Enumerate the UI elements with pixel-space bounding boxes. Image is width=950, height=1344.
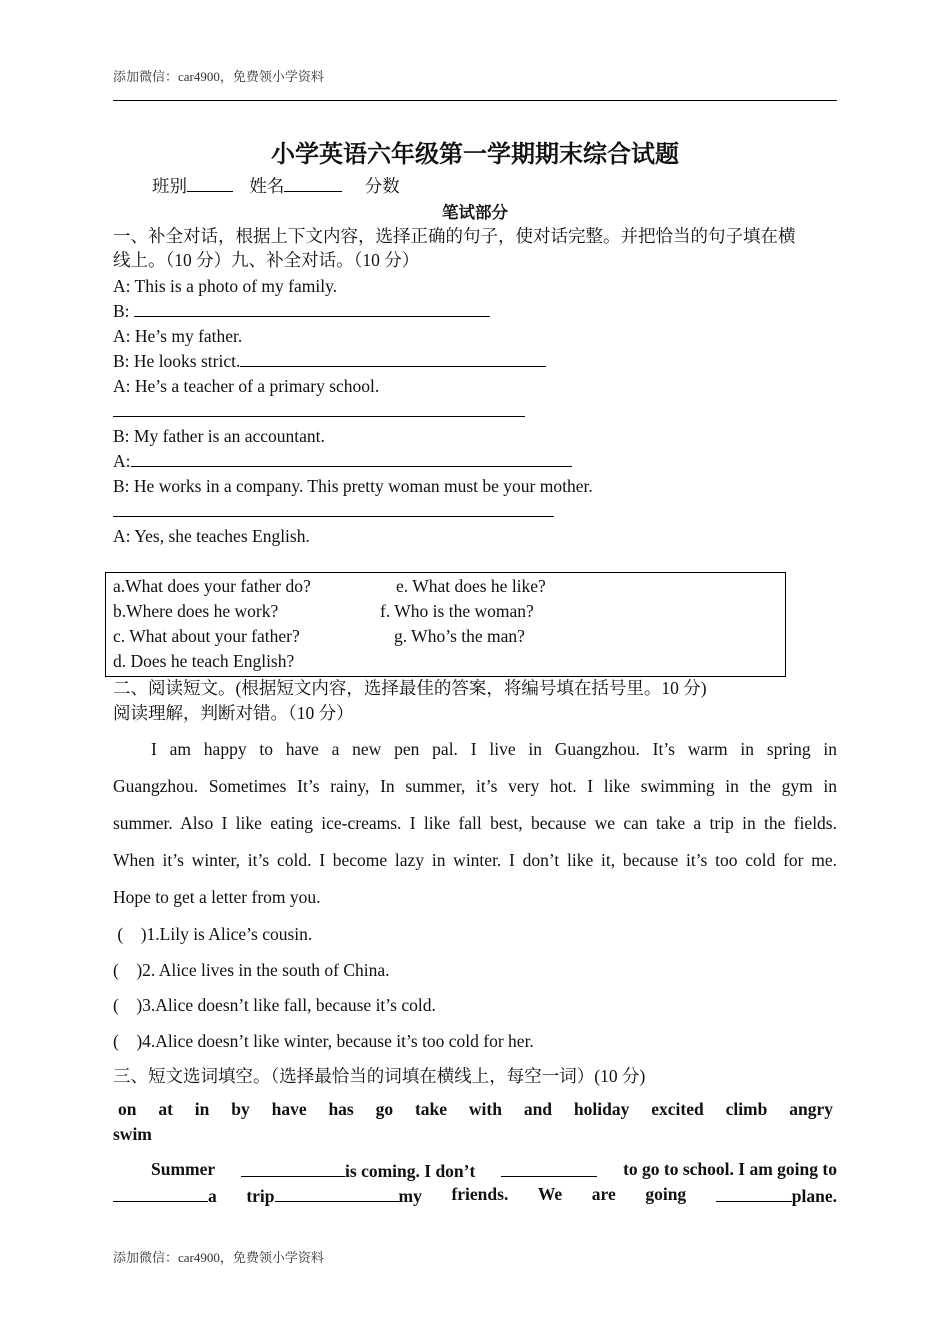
class-label: 班别: [152, 176, 187, 196]
word-bank-item: by: [231, 1099, 250, 1119]
student-info: [152, 174, 400, 199]
dialogue-line-4: B: He looks strict.: [113, 349, 546, 374]
dialogue-line-7: B: My father is an accountant.: [113, 426, 325, 446]
section-written-label: 笔试部分: [442, 203, 508, 222]
dialogue-line-10: [113, 499, 554, 524]
dialogue-line-2: B:: [113, 299, 490, 324]
option-f: f. Who is the woman?: [380, 601, 534, 621]
cloze-line-1: [113, 1159, 837, 1182]
dialogue-blank-1[interactable]: [134, 299, 490, 317]
cloze-segment: trip my: [246, 1186, 422, 1206]
option-b: b.Where does he work?: [113, 601, 279, 621]
cloze-text: We: [537, 1184, 563, 1204]
dialogue-line-6: [113, 399, 525, 424]
word-bank-item: on: [118, 1099, 137, 1119]
passage-line: Hope to get a letter from you.: [113, 887, 321, 907]
passage-line: I am happy to have a new pen pal. I live in Guangzhou. It’s warm in spring in: [151, 739, 837, 759]
cloze-text: going: [645, 1184, 687, 1204]
word-bank-item: holiday: [573, 1099, 630, 1119]
cloze-segment: a: [113, 1184, 217, 1207]
name-blank[interactable]: [284, 174, 342, 192]
word-bank-item: with: [468, 1099, 502, 1119]
cloze-segment: [501, 1159, 597, 1182]
section2-heading-line1: 二、阅读短文。(根据短文内容，选择最佳的答案，将编号填在括号里。10 分): [113, 678, 707, 698]
page-title: 小学英语六年级第一学期期末综合试题: [271, 142, 679, 168]
cloze-text: friends.: [451, 1184, 509, 1204]
dialogue-line-11: A: Yes, she teaches English.: [113, 526, 310, 546]
header-contact: 添加微信：car4900，免费领小学资料: [113, 69, 324, 84]
option-d: d. Does he teach English?: [113, 651, 295, 671]
option-g: g. Who’s the man?: [394, 626, 525, 646]
word-bank-item: angry: [789, 1099, 833, 1119]
word-bank: [113, 1099, 837, 1120]
cloze-blank-5[interactable]: [716, 1184, 792, 1202]
word-bank-item: climb: [725, 1099, 768, 1119]
cloze-text: to go to school. I am going to: [623, 1159, 837, 1179]
dialogue-blank-5[interactable]: [113, 499, 554, 517]
passage-line: When it’s winter, it’s cold. I become lazy in winter. I don’t like it, because it’s too cold for me.: [113, 850, 837, 870]
cloze-text: are: [591, 1184, 616, 1204]
dialogue-line-8: A:: [113, 449, 572, 474]
dialogue-blank-4[interactable]: [131, 449, 572, 467]
cloze-blank-1[interactable]: [241, 1159, 345, 1177]
dialogue-blank-2[interactable]: [240, 349, 546, 367]
dialogue-blank-3[interactable]: [113, 399, 525, 417]
section1-heading-line1: 一、补全对话，根据上下文内容，选择正确的句子，使对话完整。并把恰当的句子填在横: [113, 226, 796, 246]
score-label: 分数: [364, 176, 400, 196]
cloze-segment: plane.: [716, 1184, 837, 1207]
word-bank-item: and: [523, 1099, 553, 1119]
word-bank-item: at: [158, 1099, 173, 1119]
word-bank-item: take: [414, 1099, 448, 1119]
cloze-segment: is coming. I don’t: [241, 1159, 475, 1182]
dialogue-line-9: B: He works in a company. This pretty woman must be your mother.: [113, 476, 593, 496]
section1-heading-line2: 线上。（10 分）九、补全对话。（10 分）: [113, 250, 420, 270]
dialogue-line-1: A: This is a photo of my family.: [113, 276, 338, 296]
word-bank-item: excited: [651, 1099, 704, 1119]
question-1: ( )1.Lily is Alice’s cousin.: [113, 924, 313, 944]
passage-line: Guangzhou. Sometimes It’s rainy, In summer, it’s very hot. I like swimming in the gym in: [113, 776, 837, 796]
option-a: a.What does your father do?: [113, 576, 311, 596]
cloze-blank-3[interactable]: [113, 1184, 208, 1202]
dialogue-line-5: A: He’s a teacher of a primary school.: [113, 376, 380, 396]
footer-contact: 添加微信：car4900，免费领小学资料: [113, 1250, 324, 1265]
section2-heading-line2: 阅读理解，判断对错。（10 分）: [113, 703, 354, 723]
cloze-blank-4[interactable]: [275, 1184, 399, 1202]
cloze-blank-2[interactable]: [501, 1159, 597, 1177]
word-bank-last: swim: [113, 1124, 152, 1144]
question-2: ( )2. Alice lives in the south of China.: [113, 960, 390, 980]
question-3: ( )3.Alice doesn’t like fall, because it’s cold.: [113, 995, 436, 1015]
reading-passage: [113, 731, 837, 916]
option-c: c. What about your father?: [113, 626, 300, 646]
word-bank-item: has: [328, 1099, 354, 1119]
passage-line: summer. Also I like eating ice-creams. I like fall best, because we can take a trip in the fields.: [113, 813, 837, 833]
section3-heading: 三、短文选词填空。（选择最恰当的词填在横线上，每空一词）(10 分): [113, 1066, 646, 1086]
header-rule: [113, 100, 837, 101]
name-label: 姓名: [249, 176, 285, 196]
word-bank-item: have: [271, 1099, 307, 1119]
word-bank-item: go: [375, 1099, 394, 1119]
dialogue-line-3: A: He’s my father.: [113, 326, 243, 346]
cloze-text: Summer: [151, 1159, 216, 1179]
option-e: e. What does he like?: [396, 576, 546, 596]
class-blank[interactable]: [187, 174, 233, 192]
cloze-line-2: [113, 1184, 837, 1207]
question-4: ( )4.Alice doesn’t like winter, because it’s too cold for her.: [113, 1031, 534, 1051]
word-bank-item: in: [194, 1099, 210, 1119]
